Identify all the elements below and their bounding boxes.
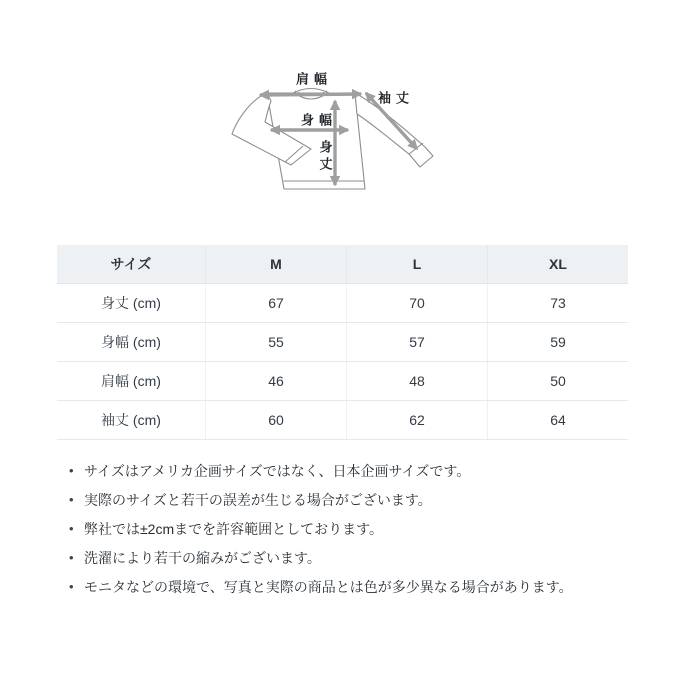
shirt-measurement-diagram — [225, 62, 450, 202]
cell-value: 50 — [487, 362, 628, 400]
note-item: • モニタなどの環境で、写真と実際の商品とは色が多少異なる場合があります。 — [62, 572, 573, 601]
table-row-sleeve-length — [57, 401, 628, 440]
notes-list — [62, 456, 573, 601]
sleeve-length-label: 袖丈 — [377, 90, 415, 106]
row-label: 肩幅 (cm) — [101, 373, 161, 389]
cell-value: 70 — [346, 284, 487, 322]
note-item: • 弊社では±2cmまでを許容範囲としております。 — [62, 514, 573, 543]
body-width-label: 身幅 — [300, 112, 338, 128]
cell-value: 67 — [205, 284, 346, 322]
body-length-label: 身丈 — [317, 140, 333, 174]
note-item: • サイズはアメリカ企画サイズではなく、日本企画サイズです。 — [62, 456, 573, 485]
cell-value: 48 — [346, 362, 487, 400]
row-label: 身幅 (cm) — [101, 334, 161, 350]
shirt-diagram-svg — [225, 62, 450, 202]
table-row-body-length — [57, 284, 628, 323]
row-label: 身丈 (cm) — [101, 295, 161, 311]
note-item: • 実際のサイズと若干の誤差が生じる場合がございます。 — [62, 485, 573, 514]
cell-value: 57 — [346, 323, 487, 361]
cell-value: 60 — [205, 401, 346, 439]
cell-value: 73 — [487, 284, 628, 322]
row-label: 袖丈 (cm) — [101, 412, 161, 428]
header-size: サイズ — [110, 256, 152, 272]
table-row-shoulder-width — [57, 362, 628, 401]
cell-value: 46 — [205, 362, 346, 400]
cell-value: 59 — [487, 323, 628, 361]
header-l: L — [346, 245, 487, 283]
note-item: • 洗濯により若干の縮みがございます。 — [62, 543, 573, 572]
header-m: M — [205, 245, 346, 283]
size-table-header-row — [57, 245, 628, 284]
cell-value: 62 — [346, 401, 487, 439]
shoulder-width-label: 肩幅 — [295, 71, 333, 87]
header-xl: XL — [487, 245, 628, 283]
cell-value: 64 — [487, 401, 628, 439]
cell-value: 55 — [205, 323, 346, 361]
size-table — [57, 245, 628, 440]
shoulder-width-arrow — [260, 94, 361, 95]
table-row-body-width — [57, 323, 628, 362]
